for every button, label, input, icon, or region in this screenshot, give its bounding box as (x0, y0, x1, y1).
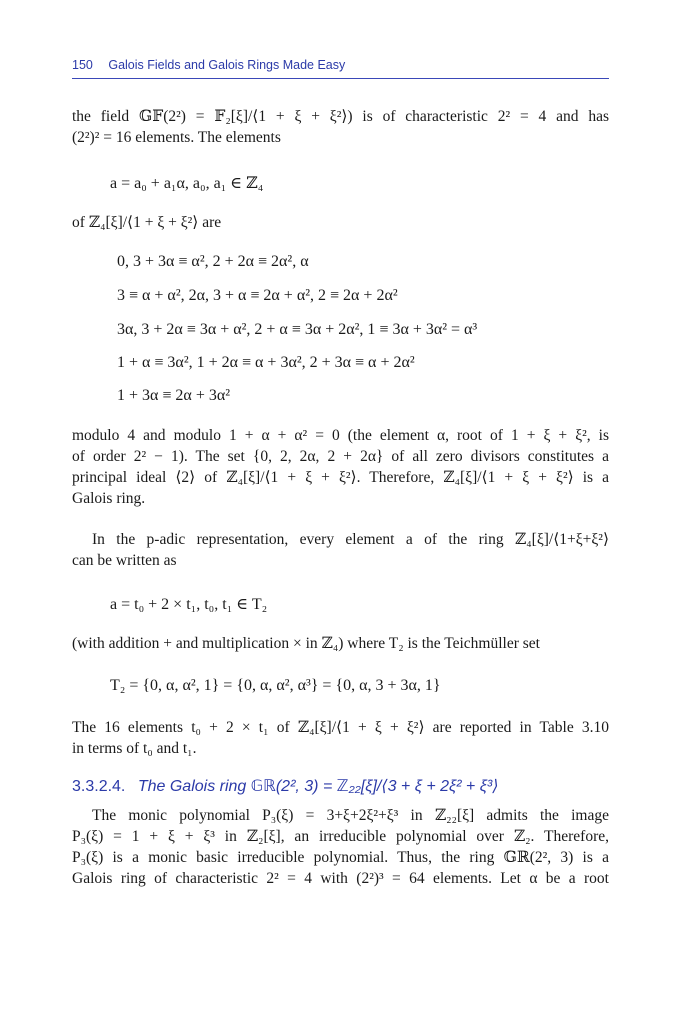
equation-p-adic: a = t₀ + 2 × t₁, t₀, t₁ ∈ T₂ (110, 596, 268, 613)
text-line: the field 𝔾𝔽(2²) = 𝔽₂[ξ]/⟨1 + ξ + ξ²⟩) is of characteristic 2² = 4 and has (72, 108, 609, 125)
text-line: P₃(ξ) = 1 + ξ + ξ³ in ℤ₂[ξ], an irreducible polynomial over ℤ₂. Therefore, (72, 828, 609, 845)
equation-element-form: a = a₀ + a₁α, a₀, a₁ ∈ ℤ₄ (110, 175, 264, 192)
text-line: of ℤ₄[ξ]/⟨1 + ξ + ξ²⟩ are (72, 214, 222, 231)
paragraph-6 (72, 717, 609, 759)
text-line: Galois ring of characteristic 2² = 4 with (2²)³ = 64 elements. Let α be a root (72, 870, 609, 887)
text-line: (2²)² = 16 elements. The elements (72, 129, 281, 146)
section-title: The Galois ring 𝔾ℝ(2², 3) = ℤ₂₂[ξ]/⟨3 + ξ + 2ξ² + ξ³⟩ (137, 778, 499, 795)
page-number: 150 (72, 58, 93, 72)
paragraph-7 (72, 805, 609, 889)
header-rule (72, 78, 609, 79)
text-line: The 16 elements t₀ + 2 × t₁ of ℤ₄[ξ]/⟨1 + ξ + ξ²⟩ are reported in Table 3.10 (72, 719, 609, 736)
element-list-row: 3α, 3 + 2α ≡ 3α + α², 2 + α ≡ 3α + 2α², 1 ≡ 3α + 3α² = α³ (117, 321, 478, 338)
text-line: Galois ring. (72, 490, 146, 507)
text-line: of order 2² − 1). The set {0, 2, 2α, 2 + 2α} of all zero divisors constitutes a (72, 448, 609, 465)
paragraph-4 (72, 529, 609, 571)
element-list-row: 1 + α ≡ 3α², 1 + 2α ≡ α + 3α², 2 + 3α ≡ α + 2α² (117, 354, 415, 371)
paragraph-3 (72, 425, 609, 509)
text-line: (with addition + and multiplication × in ℤ₄) where T₂ is the Teichmüller set (72, 635, 540, 652)
text-line: P₃(ξ) is a monic basic irreducible polynomial. Thus, the ring 𝔾ℝ(2², 3) is a (72, 849, 609, 866)
element-list-row: 3 ≡ α + α², 2α, 3 + α ≡ 2α + α², 2 ≡ 2α + 2α² (117, 287, 398, 304)
text-line: The monic polynomial P₃(ξ) = 3+ξ+2ξ²+ξ³ in ℤ₂₂[ξ] admits the image (92, 807, 609, 824)
equation-teichmuller-set: T₂ = {0, α, α², 1} = {0, α, α², α³} = {0, α, 3 + 3α, 1} (110, 677, 441, 694)
paragraph-1 (72, 106, 609, 148)
section-heading (72, 776, 609, 796)
running-title: Galois Fields and Galois Rings Made Easy (108, 58, 346, 72)
running-header (72, 58, 609, 72)
element-list-row: 0, 3 + 3α ≡ α², 2 + 2α ≡ 2α², α (117, 253, 309, 270)
paragraph-2 (72, 212, 609, 233)
text-line: modulo 4 and modulo 1 + α + α² = 0 (the element α, root of 1 + ξ + ξ², is (72, 427, 609, 444)
paragraph-5 (72, 633, 609, 654)
text-line: In the p-adic representation, every element a of the ring ℤ₄[ξ]/⟨1+ξ+ξ²⟩ (92, 531, 609, 548)
text-line: in terms of t₀ and t₁. (72, 740, 197, 757)
text-line: principal ideal ⟨2⟩ of ℤ₄[ξ]/⟨1 + ξ + ξ²⟩. Therefore, ℤ₄[ξ]/⟨1 + ξ + ξ²⟩ is a (72, 469, 609, 486)
text-line: can be written as (72, 552, 177, 569)
element-list-row: 1 + 3α ≡ 2α + 3α² (117, 387, 231, 404)
section-number: 3.3.2.4. (72, 778, 126, 795)
